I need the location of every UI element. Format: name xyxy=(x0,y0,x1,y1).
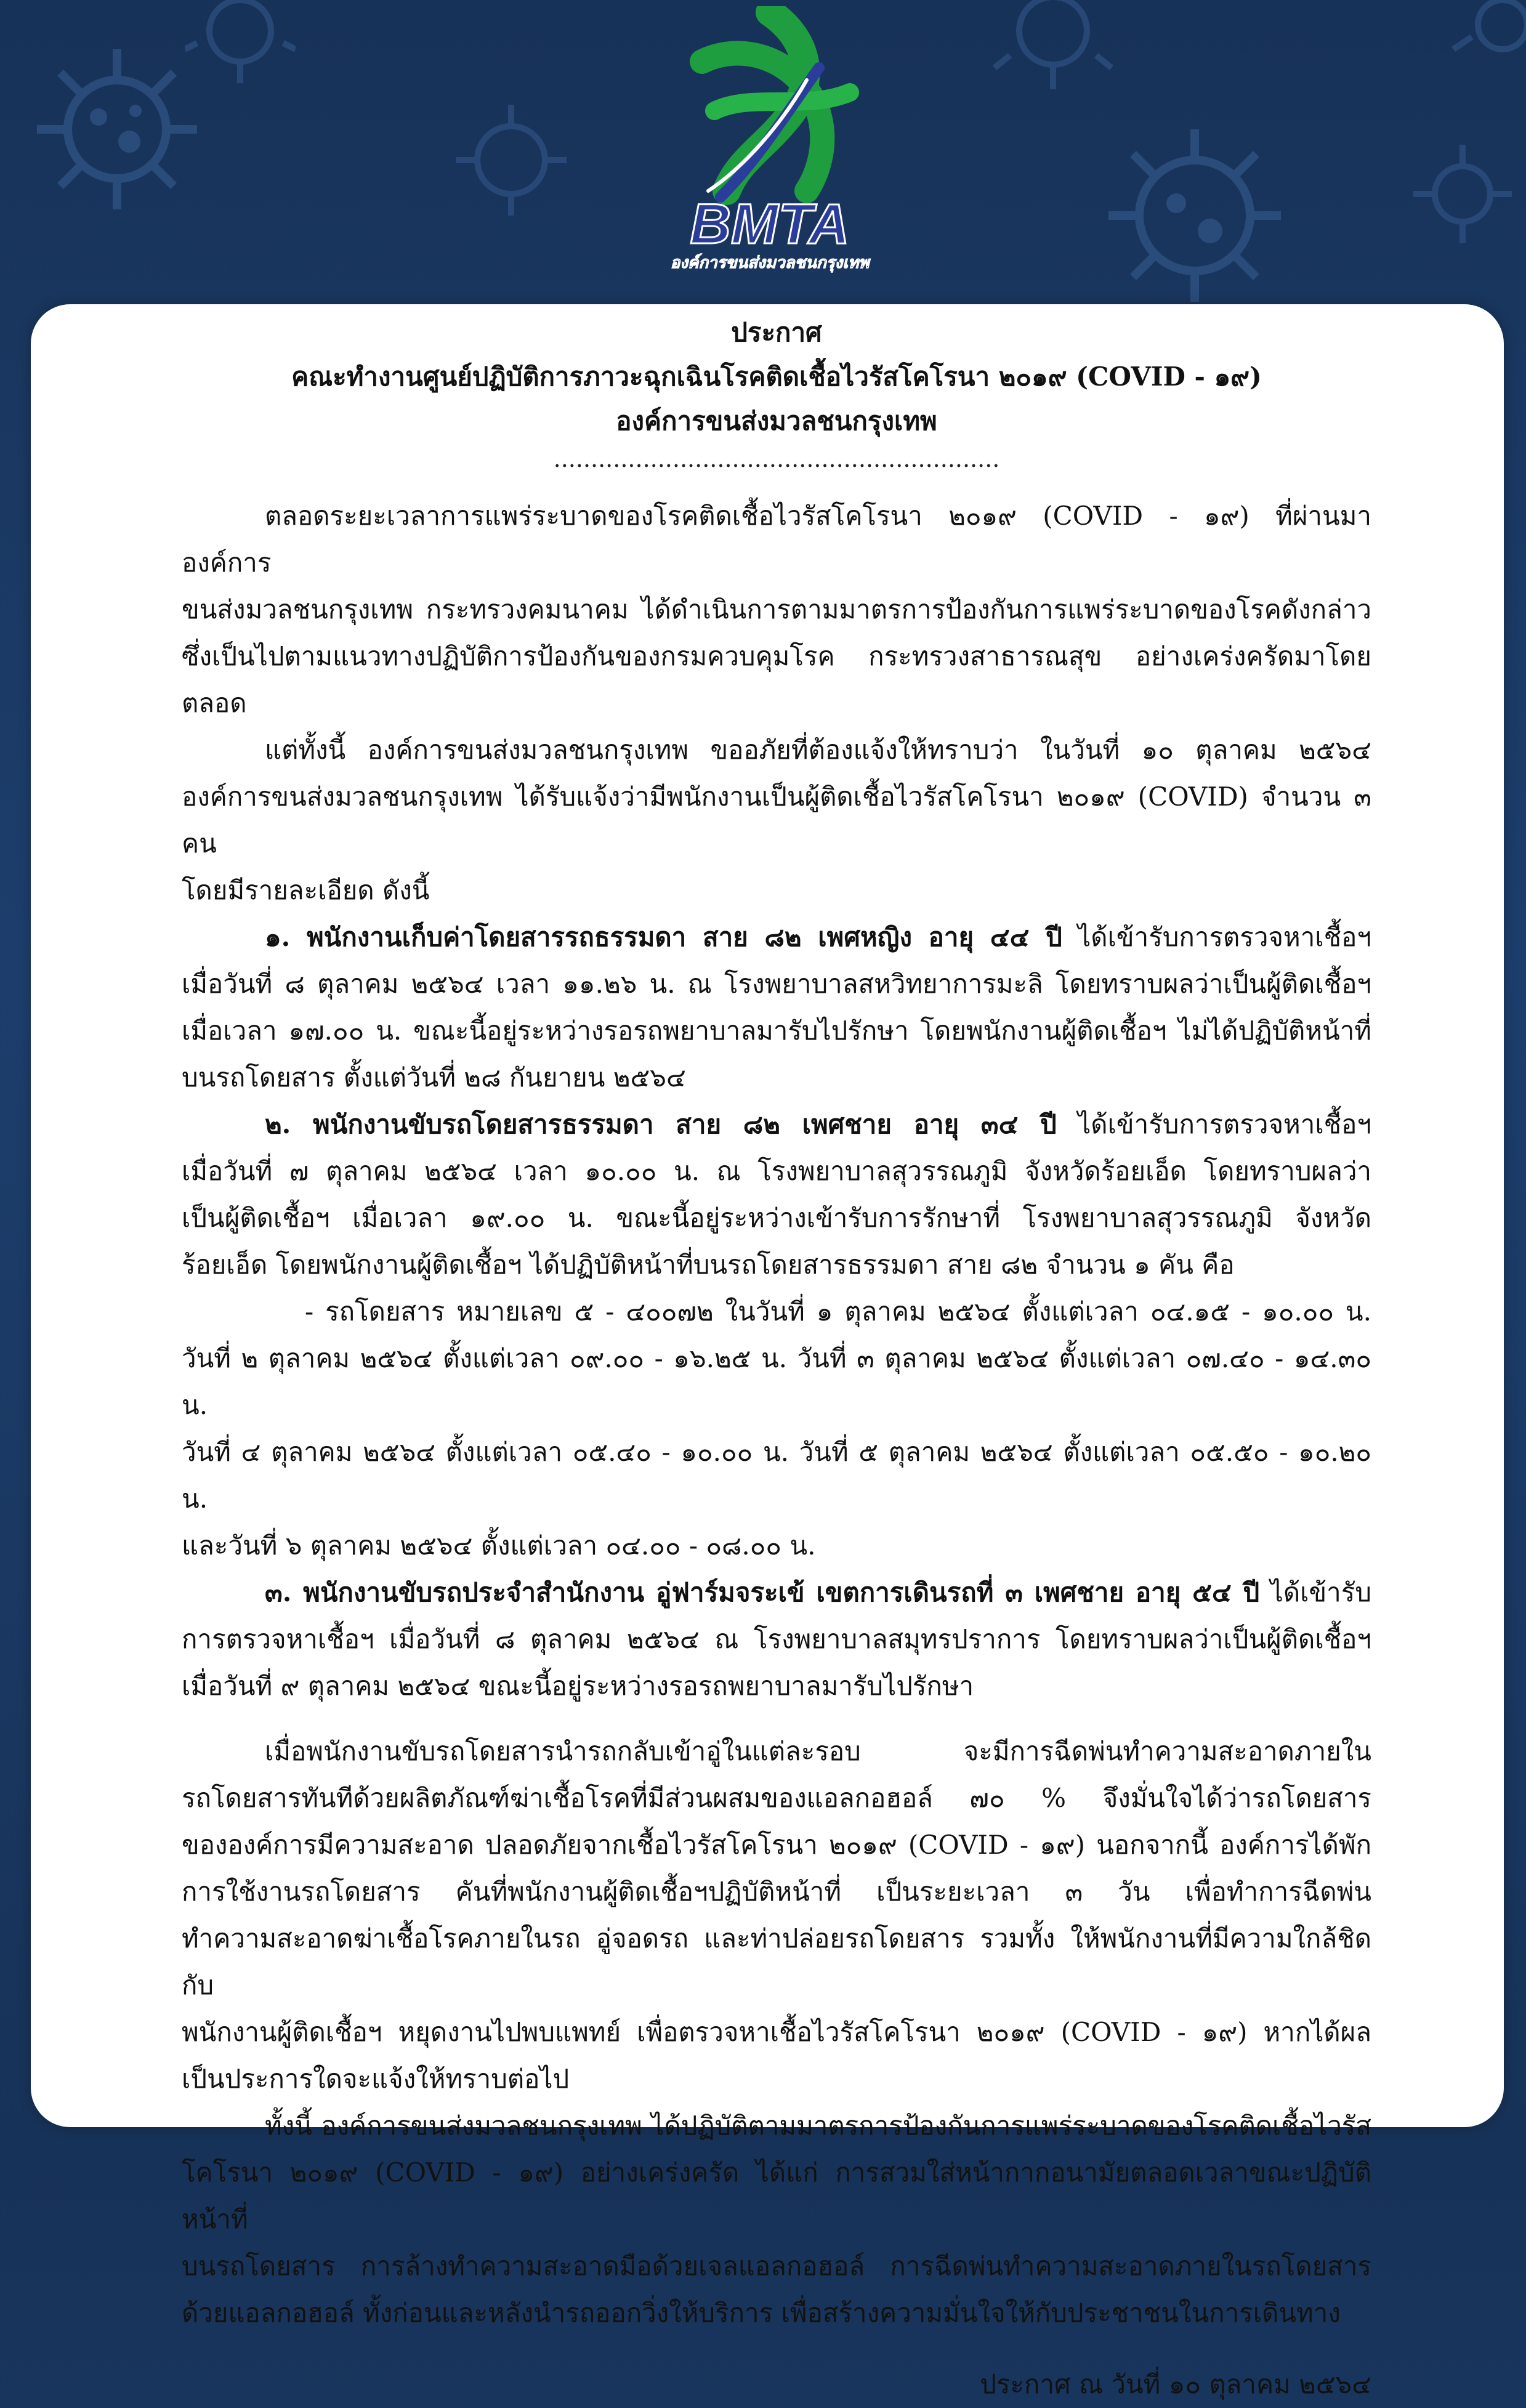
measures-line: ด้วยแอลกอฮอล์ ทั้งก่อนและหลังนำรถออกวิ่งให้บริการ เพื่อสร้างความมั่นใจให้กับประชาชนในการเดินทาง xyxy=(182,2298,1341,2328)
virus-decoration-top-right xyxy=(985,0,1121,92)
organization-name: องค์การขนส่งมวลชนกรุงเทพ xyxy=(616,406,937,436)
case-2-line: เมื่อวันที่ ๗ ตุลาคม ๒๕๖๔ เวลา ๑๐.๐๐ น. ณ โรงพยาบาลสุวรรณภูมิ จังหวัดร้อยเอ็ด โดยทราบผลว่า xyxy=(182,1156,1371,1186)
logo-subtitle: องค์การขนส่งมวลชนกรุงเทพ xyxy=(670,254,870,272)
cleaning-line: ทำความสะอาดฆ่าเชื้อโรคภายในรถ อู่จอดรถ และท่าปล่อยรถโดยสาร รวมทั้ง ให้พนักงานที่มีความใกล้ชิดกับ xyxy=(182,1923,1371,2000)
case-2-rest: ได้เข้ารับการตรวจหาเชื้อฯ xyxy=(1056,1109,1371,1139)
case-2-bold: ๒. พนักงานขับรถโดยสารธรรมดา สาย ๘๒ เพศชาย อายุ ๓๔ ปี xyxy=(265,1109,1057,1139)
virus-decoration-top-left xyxy=(185,0,296,86)
case-1-bold: ๑. พนักงานเก็บค่าโดยสารรถธรรมดา สาย ๘๒ เพศหญิง อายุ ๔๔ ปี xyxy=(265,922,1062,952)
case-2-line: ร้อยเอ็ด โดยพนักงานผู้ติดเชื้อฯ ได้ปฏิบัติหน้าที่บนรถโดยสารธรรมดา สาย ๘๒ จำนวน ๑ คัน คือ xyxy=(182,1250,1235,1280)
announcement-content xyxy=(182,310,1371,2408)
announcement-paper xyxy=(31,304,1504,2399)
case-3-heading xyxy=(182,1569,1371,1616)
notice-line: แต่ทั้งนี้ องค์การขนส่งมวลชนกรุงเทพ ขออภัยที่ต้องแจ้งให้ทราบว่า ในวันที่ ๑๐ ตุลาคม ๒๕๖๔ xyxy=(265,735,1371,765)
notice-line: องค์การขนส่งมวลชนกรุงเทพ ได้รับแจ้งว่ามีพนักงานเป็นผู้ติดเชื้อไวรัสโคโรนา ๒๐๑๙ (COVID) จำนวน ๓ คน xyxy=(182,782,1371,859)
cleaning-line: ขององค์การมีความสะอาด ปลอดภัยจากเชื้อไวรัสโคโรนา ๒๐๑๙ (COVID - ๑๙) นอกจากนี้ องค์การได้พัก xyxy=(182,1830,1371,1860)
cleaning-line: การใช้งานรถโดยสาร คันที่พนักงานผู้ติดเชื้อฯปฏิบัติหน้าที่ เป็นระยะเวลา ๓ วัน เพื่อทำการฉีดพ่น xyxy=(182,1877,1371,1907)
case-3-line: การตรวจหาเชื้อฯ เมื่อวันที่ ๘ ตุลาคม ๒๕๖๔ ณ โรงพยาบาลสมุทรปราการ โดยทราบผลว่าเป็นผู้ติดเชื้อฯ xyxy=(182,1624,1371,1654)
case-1-rest: ได้เข้ารับการตรวจหาเชื้อฯ xyxy=(1062,922,1371,952)
bmta-logo xyxy=(665,6,874,277)
committee-name: คณะทำงานศูนย์ปฏิบัติการภาวะฉุกเฉินโรคติดเชื้อไวรัสโคโรนา ๒๐๑๙ (COVID - ๑๙) xyxy=(291,362,1262,392)
bmta-logo-mark xyxy=(665,6,874,277)
announcement-date: ประกาศ ณ วันที่ ๑๐ ตุลาคม ๒๕๖๔ xyxy=(980,2369,1371,2399)
case-3-line: เมื่อวันที่ ๙ ตุลาคม ๒๕๖๔ ขณะนี้อยู่ระหว่างรอรถพยาบาลมารับไปรักษา xyxy=(182,1671,974,1701)
cleaning-line: พนักงานผู้ติดเชื้อฯ หยุดงานไปพบแพทย์ เพื่อตรวจหาเชื้อไวรัสโคโรนา ๒๐๑๙ (COVID - ๑๙) หากได้ผล xyxy=(182,2017,1371,2047)
cleaning-line: เป็นประการใดจะแจ้งให้ทราบต่อไป xyxy=(182,2064,570,2094)
announcement-title: ประกาศ xyxy=(731,317,822,347)
virus-decoration-left xyxy=(25,37,209,222)
intro-line: ซึ่งเป็นไปตามแนวทางปฏิบัติการป้องกันของกรมควบคุมโรค กระทรวงสาธารณสุข อย่างเคร่งครัดมาโดยตลอด xyxy=(182,641,1371,718)
measures-line: ทั้งนี้ องค์การขนส่งมวลชนกรุงเทพ ได้ปฏิบัติตามมาตรการป้องกันการแพร่ระบาดของโรคติดเชื้อไวรัส xyxy=(265,2111,1371,2141)
virus-decoration-mid-left xyxy=(450,99,573,222)
case-1-line: บนรถโดยสาร ตั้งแต่วันที่ ๒๘ กันยายน ๒๕๖๔ xyxy=(182,1062,686,1093)
case-1-heading xyxy=(182,914,1371,961)
paragraph-gap xyxy=(182,1710,1371,1728)
bus-schedule-line: - รถโดยสาร หมายเลข ๕ - ๔๐๐๗๒ ในวันที่ ๑ ตุลาคม ๒๕๖๔ ตั้งแต่เวลา ๐๔.๑๕ - ๑๐.๐๐ น. xyxy=(305,1296,1371,1327)
bus-schedule-line: วันที่ ๔ ตุลาคม ๒๕๖๔ ตั้งแต่เวลา ๐๕.๔๐ - ๑๐.๐๐ น. วันที่ ๕ ตุลาคม ๒๕๖๔ ตั้งแต่เวลา ๐๕.๕๐ - ๑๐.๒๐ น. xyxy=(182,1437,1371,1514)
measures-line: บนรถโดยสาร การล้างทำความสะอาดมือด้วยเจลแอลกอฮอล์ การฉีดพ่นทำความสะอาดภายในรถโดยสาร xyxy=(182,2251,1371,2281)
measures-line: โคโรนา ๒๐๑๙ (COVID - ๑๙) อย่างเคร่งครัด ได้แก่ การสวมใส่หน้ากากอนามัยตลอดเวลาขณะปฏิบัติหน้าที่ xyxy=(182,2157,1371,2234)
dotted-separator: ............................................................ xyxy=(553,445,1000,472)
virus-decoration-far-right xyxy=(1410,142,1515,246)
notice-line: โดยมีรายละเอียด ดังนี้ xyxy=(182,875,430,905)
logo-brand: BMTA xyxy=(690,193,850,256)
case-2-line: เป็นผู้ติดเชื้อฯ เมื่อเวลา ๑๙.๐๐ น. ขณะนี้อยู่ระหว่างเข้ารับการรักษาที่ โรงพยาบาลสุวรรณภูมิ จังหวัด xyxy=(182,1203,1371,1233)
virus-decoration-corner-right xyxy=(1447,0,1526,68)
virus-decoration-right xyxy=(1096,117,1293,314)
cleaning-line: เมื่อพนักงานขับรถโดยสารนำรถกลับเข้าอู่ในแต่ละรอบ จะมีการฉีดพ่นทำความสะอาดภายใน xyxy=(265,1736,1371,1766)
case-1-line: เมื่อวันที่ ๘ ตุลาคม ๒๕๖๔ เวลา ๑๑.๒๖ น. ณ โรงพยาบาลสหวิทยาการมะลิ โดยทราบผลว่าเป็นผู้ติดเชื้อฯ xyxy=(182,969,1371,999)
bus-schedule-line: และวันที่ ๖ ตุลาคม ๒๕๖๔ ตั้งแต่เวลา ๐๔.๐๐ - ๐๘.๐๐ น. xyxy=(182,1530,816,1561)
intro-line: ขนส่งมวลชนกรุงเทพ กระทรวงคมนาคม ได้ดำเนินการตามมาตรการป้องกันการแพร่ระบาดของโรคดังกล่าว xyxy=(182,594,1371,624)
case-1-line: เมื่อเวลา ๑๗.๐๐ น. ขณะนี้อยู่ระหว่างรอรถพยาบาลมารับไปรักษา โดยพนักงานผู้ติดเชื้อฯ ไม่ได้ปฏิบัติหน้าที่ xyxy=(182,1016,1371,1046)
bus-schedule-line: วันที่ ๒ ตุลาคม ๒๕๖๔ ตั้งแต่เวลา ๐๙.๐๐ - ๑๖.๒๕ น. วันที่ ๓ ตุลาคม ๒๕๖๔ ตั้งแต่เวลา ๐๗.๔๐ - ๑๔.๓๐ น. xyxy=(182,1343,1371,1420)
intro-line: ตลอดระยะเวลาการแพร่ระบาดของโรคติดเชื้อไวรัสโคโรนา ๒๐๑๙ (COVID - ๑๙) ที่ผ่านมาองค์การ xyxy=(182,501,1371,578)
case-2-heading xyxy=(182,1101,1371,1148)
case-3-rest: ได้เข้ารับ xyxy=(1259,1577,1371,1607)
cleaning-line: รถโดยสารทันทีด้วยผลิตภัณฑ์ฆ่าเชื้อโรคที่มีส่วนผสมของแอลกอฮอล์ ๗๐ % จึงมั่นใจได้ว่ารถโดยสาร xyxy=(182,1783,1371,1813)
case-3-bold: ๓. พนักงานขับรถประจำสำนักงาน อู่ฟาร์มจระเข้ เขตการเดินรถที่ ๓ เพศชาย อายุ ๕๔ ปี xyxy=(265,1577,1260,1607)
